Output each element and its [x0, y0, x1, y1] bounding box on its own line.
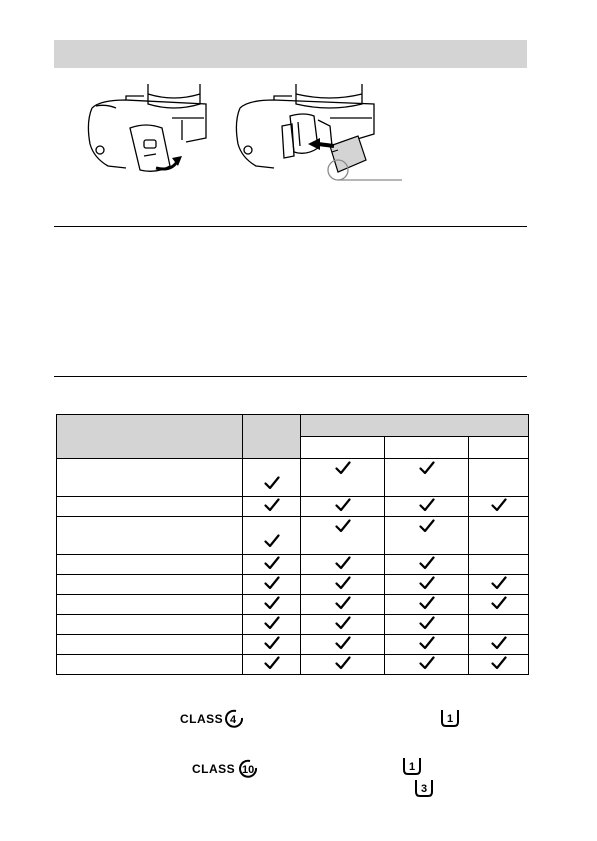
checkmark-icon	[335, 461, 351, 475]
compat-cell	[301, 595, 385, 615]
compat-cell	[243, 497, 301, 517]
checkmark-icon	[264, 556, 280, 570]
checkmark-icon	[335, 576, 351, 590]
table-row	[57, 497, 529, 517]
compat-cell	[385, 575, 469, 595]
uhs3-logo	[414, 778, 434, 798]
compat-cell	[469, 555, 529, 575]
divider-top	[54, 226, 527, 227]
table-row	[57, 595, 529, 615]
checkmark-icon	[419, 636, 435, 650]
table-header-col-2	[385, 437, 469, 459]
checkmark-icon	[264, 576, 280, 590]
uhs1-logo-bottom	[402, 756, 422, 776]
compat-cell	[469, 655, 529, 675]
row-label	[57, 555, 243, 575]
svg-text:CLASS: CLASS	[192, 762, 236, 776]
table-row	[57, 459, 529, 497]
checkmark-icon	[264, 596, 280, 610]
checkmark-icon	[491, 636, 507, 650]
row-label	[57, 575, 243, 595]
checkmark-icon	[491, 576, 507, 590]
compat-cell	[385, 497, 469, 517]
checkmark-icon	[335, 636, 351, 650]
checkmark-icon	[335, 656, 351, 670]
compat-cell	[469, 635, 529, 655]
svg-text:10: 10	[242, 764, 255, 776]
class10-logo	[192, 758, 272, 778]
compat-cell	[385, 615, 469, 635]
compat-cell	[385, 635, 469, 655]
compat-cell	[385, 655, 469, 675]
checkmark-icon	[264, 636, 280, 650]
compat-cell	[243, 459, 301, 497]
checkmark-icon	[264, 498, 280, 512]
checkmark-icon	[335, 616, 351, 630]
checkmark-icon	[264, 534, 280, 548]
table-row	[57, 615, 529, 635]
svg-text:CLASS: CLASS	[180, 712, 224, 726]
table-header-movie-group	[301, 415, 529, 437]
compat-cell	[469, 459, 529, 497]
compat-cell	[469, 595, 529, 615]
checkmark-icon	[419, 461, 435, 475]
camera-battery-cover-open-illustration	[86, 82, 210, 184]
svg-text:1: 1	[409, 761, 416, 773]
memory-card-insertion-illustration	[234, 82, 406, 184]
table-row	[57, 655, 529, 675]
checkmark-icon	[335, 556, 351, 570]
uhs1-logo-top	[440, 708, 460, 728]
compat-cell	[469, 517, 529, 555]
table-header-still	[243, 415, 301, 459]
compat-cell	[243, 517, 301, 555]
checkmark-icon	[419, 576, 435, 590]
checkmark-icon	[264, 656, 280, 670]
compat-cell	[469, 615, 529, 635]
compat-cell	[243, 615, 301, 635]
checkmark-icon	[419, 519, 435, 533]
checkmark-icon	[335, 596, 351, 610]
checkmark-icon	[419, 596, 435, 610]
compat-cell	[469, 575, 529, 595]
compat-cell	[243, 575, 301, 595]
svg-text:3: 3	[421, 783, 428, 795]
checkmark-icon	[264, 616, 280, 630]
table-row	[57, 575, 529, 595]
compat-cell	[385, 555, 469, 575]
checkmark-icon	[419, 656, 435, 670]
table-row	[57, 635, 529, 655]
table-header-col-3	[469, 437, 529, 459]
compat-cell	[301, 615, 385, 635]
class4-logo	[180, 708, 246, 728]
checkmark-icon	[419, 498, 435, 512]
checkmark-icon	[264, 476, 280, 490]
checkmark-icon	[491, 596, 507, 610]
compat-cell	[243, 655, 301, 675]
row-label	[57, 459, 243, 497]
table-header-col-1	[301, 437, 385, 459]
compat-cell	[301, 555, 385, 575]
compat-cell	[243, 555, 301, 575]
compat-cell	[385, 595, 469, 615]
memory-card-compatibility-table	[56, 414, 529, 675]
checkmark-icon	[491, 656, 507, 670]
row-label	[57, 595, 243, 615]
compat-cell	[243, 635, 301, 655]
compat-cell	[469, 497, 529, 517]
row-label	[57, 635, 243, 655]
compat-cell	[301, 575, 385, 595]
checkmark-icon	[491, 498, 507, 512]
row-label	[57, 497, 243, 517]
table-row	[57, 517, 529, 555]
row-label	[57, 615, 243, 635]
row-label	[57, 655, 243, 675]
compat-cell	[385, 517, 469, 555]
checkmark-icon	[335, 519, 351, 533]
compat-cell	[301, 635, 385, 655]
compat-cell	[301, 497, 385, 517]
compat-cell	[301, 655, 385, 675]
compat-cell	[385, 459, 469, 497]
compat-cell	[301, 517, 385, 555]
row-label	[57, 517, 243, 555]
svg-text:1: 1	[447, 713, 454, 725]
section-header-bar	[54, 40, 527, 68]
compat-cell	[301, 459, 385, 497]
table-header-media	[57, 415, 243, 459]
table-row	[57, 555, 529, 575]
checkmark-icon	[419, 616, 435, 630]
svg-text:4: 4	[230, 714, 237, 726]
checkmark-icon	[419, 556, 435, 570]
divider-middle	[54, 376, 527, 377]
checkmark-icon	[335, 498, 351, 512]
compat-cell	[243, 595, 301, 615]
